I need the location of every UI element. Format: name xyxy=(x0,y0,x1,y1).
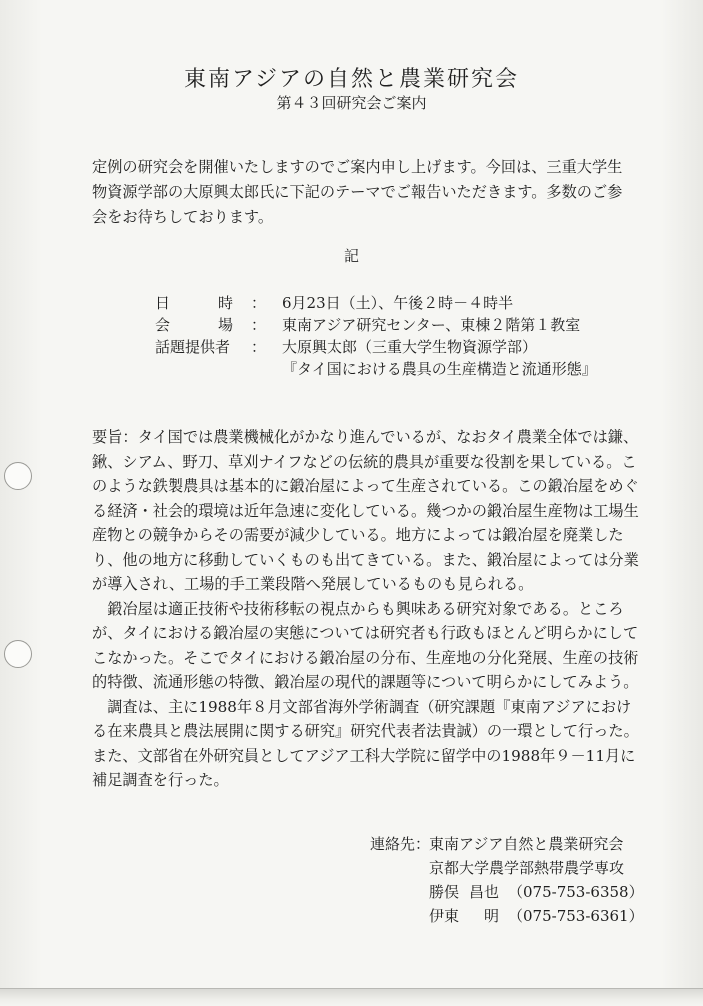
ki-heading: 記 xyxy=(343,247,359,265)
summary-section xyxy=(92,425,640,793)
contact-dept: 京都大学農学部熱帯農学専攻 xyxy=(429,859,625,877)
detail-value: 6月23日（土）、午後２時－４時半 xyxy=(282,294,514,312)
talk-title: 『タイ国における農具の生産構造と流通形態』 xyxy=(282,360,597,378)
page-bottom-edge xyxy=(0,988,703,1006)
contact-phone: （075-753-6361） xyxy=(508,907,644,925)
punch-hole xyxy=(4,640,32,668)
detail-label: 日 時 xyxy=(155,294,233,312)
punch-hole xyxy=(4,462,32,490)
intro-paragraph: 定例の研究会を開催いたしますのでご案内申し上げます。今回は、三重大学生物資源学部の大原興太郎氏に下記のテーマでご報告いただきます。多数のご参会をお待ちしております。 xyxy=(92,158,623,226)
contact-name: 伊東 明 xyxy=(429,907,499,925)
summary-paragraph: 要旨：タイ国では農業機械化がかなり進んでいるが、なおタイ農業全体では鎌、鍬、シアム、野刀、草刈ナイフなどの伝統的農具が重要な役割を果している。このような鉄製農具は基本的に鍛冶屋によって生産されている。この鍛冶屋をめぐる経済・社会的環境は近年急速に変化している。幾つかの鍛冶屋生産物は工場生産物との競争からその需要が減少している。地方によっては鍛冶屋を廃業したり、他の地方に移動していくものも出てきている。また、鍛冶屋によっては分業が導入され、工場的手工業段階へ発展しているものも見られる。 xyxy=(92,428,639,593)
contact-org: 東南アジア自然と農業研究会 xyxy=(429,835,624,853)
document-title: 東南アジアの自然と農業研究会 xyxy=(183,67,520,92)
contact-phone: （075-753-6358） xyxy=(508,883,644,901)
document-subtitle: 第４３回研究会ご案内 xyxy=(276,94,427,112)
summary-paragraph: 鍛冶屋は適正技術や技術移転の視点からも興味ある研究対象である。ところが、タイにおける鍛冶屋の実態については研究者も行政もほとんど明らかにしてこなかった。そこでタイにおける鍛冶屋の分布、生産地の分化発展、生産の技術的特徴、流通形態の特徴、鍛冶屋の現代的課題等について明らかにしてみよう。 xyxy=(92,599,639,691)
detail-colon: ： xyxy=(251,338,267,356)
summary-paragraph: 調査は、主に1988年８月文部省海外学術調査（研究課題『東南アジアにおける在来農具と農法展開に関する研究』研究代表者法貴誠）の一環として行った。また、文部省在外研究員としてアジア工科大学院に留学中の1988年９－11月に補足調査を行った。 xyxy=(92,697,639,789)
detail-colon: ： xyxy=(251,316,267,334)
contact-label: 連絡先： xyxy=(370,835,431,853)
detail-value: 東南アジア研究センター、東棟２階第１教室 xyxy=(282,316,581,334)
detail-label: 会 場 xyxy=(155,316,233,334)
detail-value: 大原興太郎（三重大学生物資源学部） xyxy=(282,338,538,356)
detail-label: 話題提供者 xyxy=(155,338,231,356)
detail-colon: ： xyxy=(251,294,267,312)
contact-name: 勝俣 昌也 xyxy=(429,883,499,901)
